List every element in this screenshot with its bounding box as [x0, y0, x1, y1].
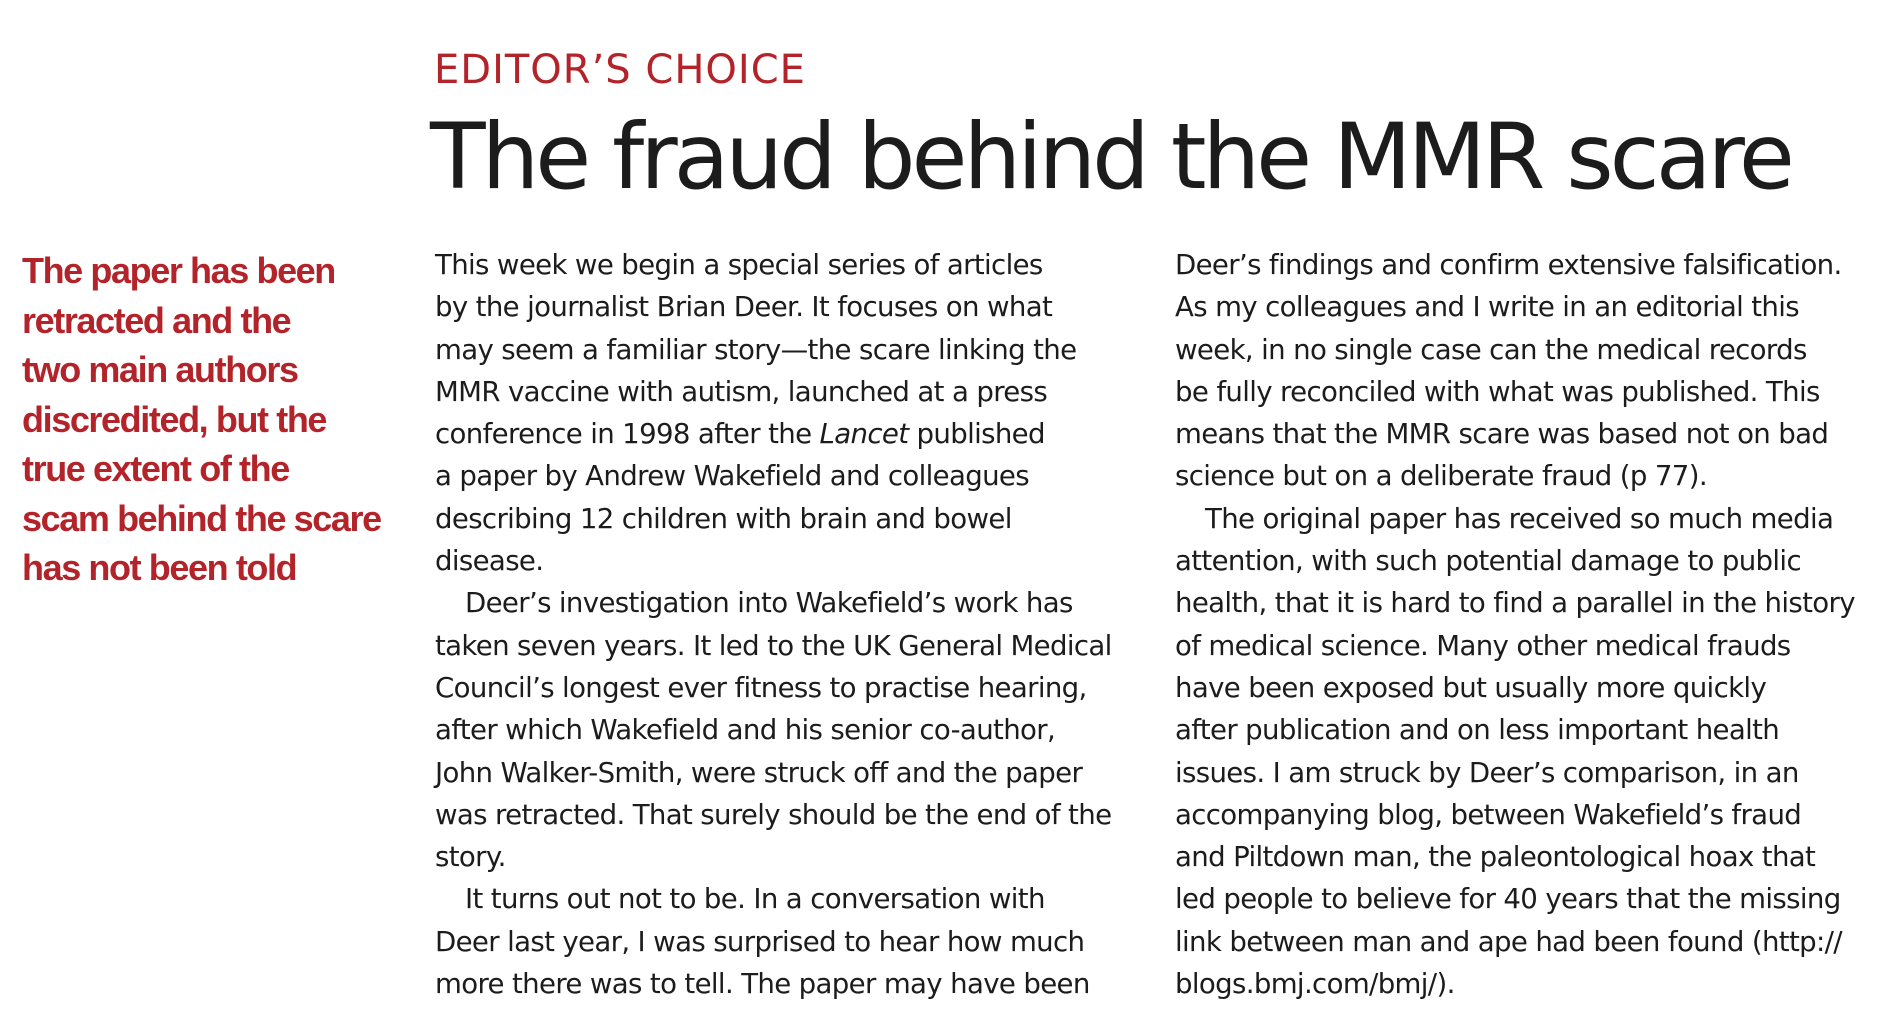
pull-quote-line: discredited, but the: [22, 398, 327, 440]
paragraph-start-line: The original paper has received so much media: [1205, 501, 1834, 535]
body-line: means that the MMR scare was based not on bad: [1175, 417, 1829, 451]
body-line: and Piltdown man, the paleontological hoax that: [1175, 840, 1816, 874]
body-line: link between man and ape had been found (http://: [1175, 924, 1842, 958]
pull-quote-line: two main authors: [22, 349, 298, 390]
body-line: health, that it is hard to find a parallel in the history: [1175, 586, 1855, 620]
body-line: by the journalist Brian Deer. It focuses on what: [435, 290, 1053, 324]
body-line: As my colleagues and I write in an editorial this: [1175, 290, 1799, 324]
body-line: science but on a deliberate fraud (p 77).: [1175, 459, 1707, 493]
body-line: Deer last year, I was surprised to hear how much: [435, 924, 1085, 958]
body-line: story.: [435, 840, 506, 874]
pull-quote-line: retracted and the: [22, 299, 291, 341]
editors-choice-label: EDITOR’S CHOICE: [434, 47, 806, 93]
body-line-with-journal-name: [435, 413, 1155, 455]
body-line: of medical science. Many other medical frauds: [1175, 628, 1791, 662]
body-line: have been exposed but usually more quickly: [1175, 670, 1767, 704]
body-line: disease.: [435, 544, 544, 578]
article-column-right: [1175, 244, 1895, 1005]
pull-quote-line: The paper has been: [22, 250, 335, 291]
body-line: describing 12 children with brain and bowel: [435, 501, 1012, 535]
body-text-fragment: published: [908, 417, 1045, 451]
body-line: issues. I am struck by Deer’s comparison, in an: [1175, 755, 1799, 789]
body-line: This week we begin a special series of articles: [435, 248, 1043, 281]
pull-quote-line: true extent of the: [22, 448, 289, 489]
body-line: be fully reconciled with what was published. This: [1175, 374, 1820, 408]
body-line: after publication and on less important health: [1175, 713, 1780, 747]
body-line: led people to believe for 40 years that the missing: [1175, 882, 1841, 916]
journal-name-italic: Lancet: [819, 417, 909, 451]
body-line: a paper by Andrew Wakefield and colleagues: [435, 459, 1029, 493]
pull-quote-line: scam behind the scare: [22, 497, 381, 539]
body-line: MMR vaccine with autism, launched at a press: [435, 374, 1048, 408]
body-line: accompanying blog, between Wakefield’s fraud: [1175, 797, 1802, 831]
body-line: week, in no single case can the medical records: [1175, 332, 1807, 366]
body-line: John Walker-Smith, were struck off and the paper: [435, 755, 1083, 789]
body-line: attention, with such potential damage to public: [1175, 544, 1801, 578]
body-line: more there was to tell. The paper may have been: [435, 967, 1090, 1001]
paragraph-start-line: It turns out not to be. In a conversation with: [465, 882, 1045, 916]
body-line: taken seven years. It led to the UK General Medical: [435, 628, 1112, 662]
body-line: Council’s longest ever fitness to practise hearing,: [435, 670, 1087, 704]
paragraph-start-line: Deer’s investigation into Wakefield’s work has: [465, 586, 1073, 620]
pull-quote-line: has not been told: [22, 547, 297, 588]
article-column-left: [435, 244, 1155, 1005]
article-headline: The fraud behind the MMR scare: [430, 105, 1791, 210]
body-line: was retracted. That surely should be the end of the: [435, 797, 1112, 831]
body-line: Deer’s findings and confirm extensive falsification.: [1175, 248, 1842, 281]
body-line: may seem a familiar story—the scare linking the: [435, 332, 1077, 366]
body-line: after which Wakefield and his senior co-author,: [435, 713, 1056, 747]
body-line-url: blogs.bmj.com/bmj/).: [1175, 967, 1455, 1001]
body-text-fragment: conference in 1998 after the: [435, 417, 820, 451]
pull-quote: [22, 246, 402, 593]
